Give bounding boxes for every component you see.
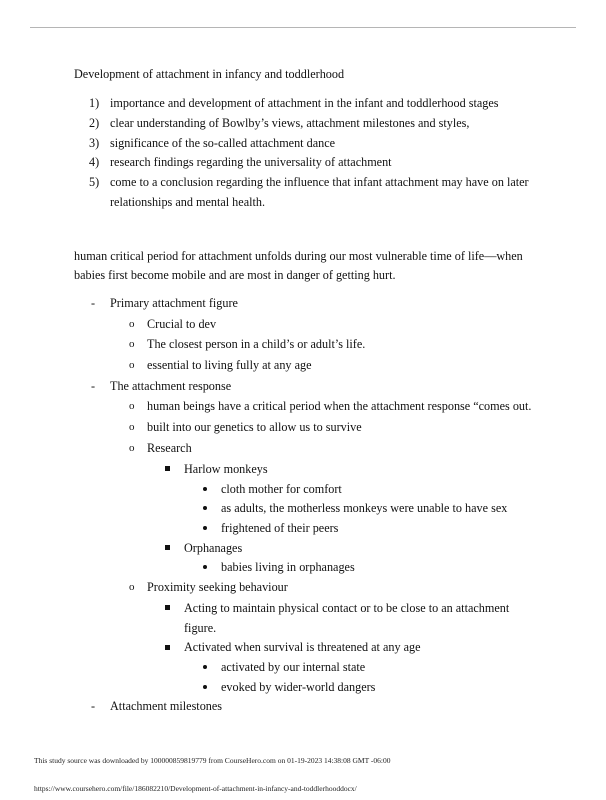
circle-bullet: o — [129, 421, 135, 433]
list-number: 4) — [89, 155, 100, 169]
list-item: babies living in orphanages — [221, 560, 355, 574]
list-item: Acting to maintain physical contact or to be close to an attachment — [184, 601, 510, 615]
list-number: 2) — [89, 116, 100, 130]
document-title: Development of attachment in infancy and toddlerhood — [74, 67, 345, 81]
list-item-activated: Activated when survival is threatened at any age — [184, 640, 421, 654]
objective-item: importance and development of attachment in the infant and toddlerhood stages — [110, 96, 499, 110]
square-bullet — [165, 545, 170, 550]
square-bullet — [165, 645, 170, 650]
body-paragraph-line: human critical period for attachment unfolds during our most vulnerable time of life—when — [74, 249, 523, 263]
circle-bullet: o — [129, 581, 135, 593]
download-notice: This study source was downloaded by 100000859819779 from CourseHero.com on 01-19-2023 14:38:08 GMT -06:00 — [34, 756, 391, 765]
list-item: evoked by wider-world dangers — [221, 680, 376, 694]
circle-bullet: o — [129, 400, 135, 412]
dot-bullet — [203, 665, 207, 669]
dot-bullet — [203, 526, 207, 530]
list-item: as adults, the motherless monkeys were unable to have sex — [221, 501, 508, 515]
circle-bullet: o — [129, 338, 135, 350]
objective-item: come to a conclusion regarding the influence that infant attachment may have on later — [110, 175, 529, 189]
list-item: cloth mother for comfort — [221, 482, 342, 496]
list-number: 1) — [89, 96, 100, 110]
list-item-orphanages: Orphanages — [184, 541, 243, 555]
circle-bullet: o — [129, 359, 135, 371]
list-item: The closest person in a child’s or adult’s life. — [147, 337, 366, 351]
list-item: Crucial to dev — [147, 317, 217, 331]
square-bullet — [165, 466, 170, 471]
circle-bullet: o — [129, 442, 135, 454]
section-heading-attachment-response: The attachment response — [110, 379, 232, 393]
list-item: built into our genetics to allow us to survive — [147, 420, 362, 434]
dot-bullet — [203, 506, 207, 510]
list-item: frightened of their peers — [221, 521, 339, 535]
list-item-harlow: Harlow monkeys — [184, 462, 268, 476]
dot-bullet — [203, 685, 207, 689]
body-paragraph-line: babies first become mobile and are most in danger of getting hurt. — [74, 268, 396, 282]
dash-bullet: - — [91, 296, 96, 310]
section-heading-milestones: Attachment milestones — [110, 699, 223, 713]
dot-bullet — [203, 565, 207, 569]
list-item: human beings have a critical period when the attachment response “comes out. — [147, 399, 532, 413]
dash-bullet: - — [91, 699, 96, 713]
list-item: activated by our internal state — [221, 660, 366, 674]
list-number: 3) — [89, 136, 100, 150]
objective-item: clear understanding of Bowlby’s views, attachment milestones and styles, — [110, 116, 470, 130]
list-item-continuation: figure. — [184, 621, 217, 635]
dash-bullet: - — [91, 379, 96, 393]
list-number: 5) — [89, 175, 100, 189]
objective-item-continuation: relationships and mental health. — [110, 195, 266, 209]
circle-bullet: o — [129, 318, 135, 330]
objective-item: research findings regarding the universality of attachment — [110, 155, 392, 169]
dot-bullet — [203, 487, 207, 491]
objective-item: significance of the so-called attachment dance — [110, 136, 336, 150]
source-url-link[interactable]: https://www.coursehero.com/file/186082210/Development-of-attachment-in-infancy-and-toddlerhooddocx/ — [34, 784, 357, 793]
header-rule — [30, 27, 576, 28]
section-heading-primary-figure: Primary attachment figure — [110, 296, 238, 310]
list-item-research: Research — [147, 441, 192, 455]
list-item: essential to living fully at any age — [147, 358, 312, 372]
list-item-proximity: Proximity seeking behaviour — [147, 580, 288, 594]
square-bullet — [165, 605, 170, 610]
